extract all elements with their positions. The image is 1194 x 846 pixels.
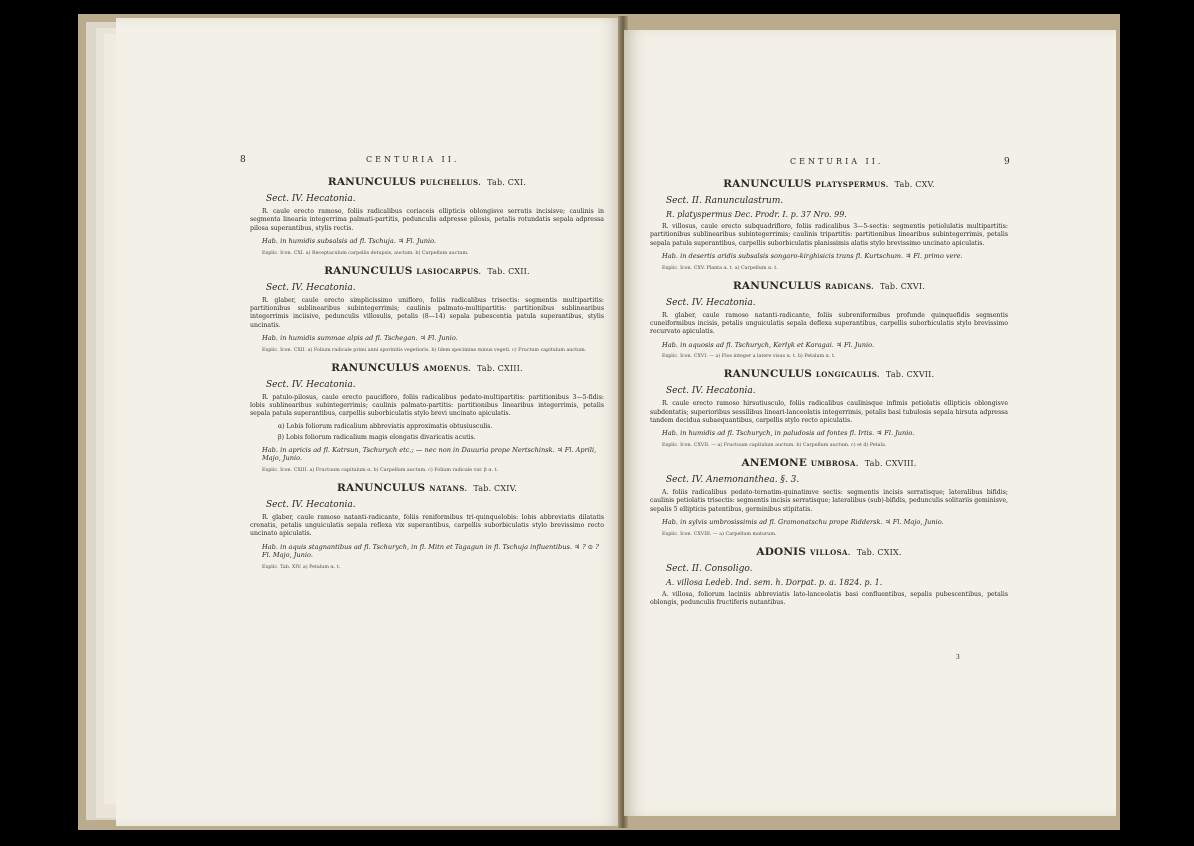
entry-title: RANUNCULUS RADICANS. Tab. CXVI. bbox=[733, 279, 925, 292]
habitat-text: Hab. in humidis subsalsis ad fl. Tschuja. ♃ Fl. Junio. bbox=[262, 237, 437, 246]
section-label: Sect. II. Ranunculastrum. bbox=[666, 196, 784, 206]
diagnosis-text: R. glaber, caule ramoso natanti-radicante, foliis reniformibus tri-quinquelobis: lobis abbreviatis dilatatis crenatis, petalis unguiculatis sepala reflexa vix superantibus, carpellis suborbiculatis stylo brevissimo recto uncinato apiculatis. bbox=[250, 513, 604, 538]
plate-explanation: Explic. Icon. CXII. a) Folium radicale primi anni sporinitis vegetioris. b) Idem specimine minus vegeti. c) Fructum capitulum auctum. bbox=[262, 347, 587, 353]
habitat-text: Hab. in sylvis umbrosissimis ad fl. Gramonatschu prope Riddersk. ♃ Fl. Majo, Junio. bbox=[662, 518, 944, 527]
habitat-text: Hab. in apricis ad fl. Katrsun, Tschurych etc.; — nec non in Dauuria prope Nertschinsk. ♃ Fl. Aprili, Majo, Junio. bbox=[262, 445, 597, 463]
running-head: CENTURIA II. bbox=[366, 155, 460, 164]
page-number: 9 bbox=[1004, 157, 1010, 167]
habitat-text: Hab. in humidis ad fl. Tschurych, in paludosis ad fontes fl. Irtis. ♃ Fl. Junio. bbox=[662, 429, 915, 438]
diagnosis-text: R. caule erecto ramoso, foliis radicalibus coriaceis ellipticis oblongisve serratis incisisve; caulinis in segmenta linearia integerrima palmati-partitis, pedunculis adpresse pilosis, petalis rotundatis sepala adpressa pilosa superantibus, stylis rectis. bbox=[250, 208, 604, 232]
left-page bbox=[116, 18, 622, 826]
variety-alpha: α) Lobis foliorum radicalium abbreviatis approximatis obtusiusculis. bbox=[278, 422, 493, 430]
section-label: Sect. IV. Hecatonia. bbox=[666, 386, 756, 397]
section-label: Sect. IV. Hecatonia. bbox=[666, 297, 756, 308]
diagnosis-text: R. glaber, caule ramoso natanti-radicante, foliis subreniformibus profunde quinquefidis segmentis cuneiformibus incisis, petalis unguiculatis sepala deflexa superantibus, carpellis suborbiculatis stylo brevissimo recurvato apiculatis. bbox=[650, 311, 1008, 336]
habitat-text: Hab. in aquosis ad fl. Tschurych, Kerlyk et Karagai. ♃ Fl. Junio. bbox=[662, 340, 875, 349]
page-number: 8 bbox=[240, 155, 246, 165]
section-label: Sect. IV. Hecatonia. bbox=[266, 282, 356, 293]
running-head: CENTURIA II. bbox=[790, 157, 884, 166]
plate-explanation: Explic. Icon. CXVIII. — a) Carpellum maturum. bbox=[662, 531, 777, 537]
species-entry bbox=[650, 457, 1008, 538]
diagnosis-text: A. villosa, foliorum laciniis abbreviatis lato-lanceolatis basi confluentibus, sepalis pubescentibus, petalis oblongis, pedunculis fructiferis nutantibus. bbox=[650, 590, 1008, 606]
section-label: Sect. IV. Anemonanthea. §. 3. bbox=[666, 474, 800, 485]
diagnosis-text: R. glaber, caule erecto simplicissimo unifloro, foliis radicalibus trisectis: segmentis multipartitis: partitionibus sublinearibus subintegerrimis; caulinis palmato-multipartitis: partitionibus sublinearibus integerrimis inciisive, pedunculis villosulis, petalis (8—14) sepala pubescentia patula superantibus, stylis uncinatis. bbox=[250, 296, 604, 329]
entry-title: RANUNCULUS NATANS. Tab. CXIV. bbox=[337, 481, 517, 494]
habitat-text: Hab. in humidis summae alpis ad fl. Tschegan. ♃ Fl. Junio. bbox=[262, 334, 458, 343]
entry-title: RANUNCULUS AMOENUS. Tab. CXIII. bbox=[331, 361, 523, 374]
habitat-text: Hab. in desertis aridis subsalsis songaro-kirghisicis trans fl. Kurtschum. ♃ Fl. primo vere. bbox=[662, 252, 963, 261]
species-entry bbox=[250, 176, 604, 257]
diagnosis-text: A. foliis radicalibus pedato-ternatim-quinatimve sectis: segmentis incisis serratisque; lateralibus bifidis; caulinis petiolatis trisectis: segmentis incisis serratisque; lateralibus (sub)-bifidis, pedunculis solitariis geminisve, sepalis 5 ellipticis patentibus, germinibus stipitatis. bbox=[650, 488, 1008, 513]
species-entry bbox=[650, 178, 1008, 272]
diagnosis-text: R. caule erecto ramoso hirsutiusculo, foliis radicalibus caulinisque infimis petiolatis ellipticis oblongisve subdentatis; superioribus sessilibus lineari-lanceolatis integerrimis, petalis basi tubulosis sepala hirsuta adpressa tandem decidua subaequantibus, carpellis stylo recto apiculatis. bbox=[650, 400, 1008, 425]
species-entry bbox=[250, 482, 604, 571]
plate-explanation: Explic. Icon. CXI. a) Receptaculum carpellis detupsis, auctum. b) Carpellum auctum. bbox=[262, 250, 469, 256]
entry-title: ADONIS VILLOSA. Tab. CXIX. bbox=[756, 545, 902, 558]
diagnosis-text: R. villosus, caule erecto subquadrifloro, foliis radicalibus 3—5-sectis: segmentis petiolulatis multipartitis: partitionibus sublinearibus subintegerrimis; caulinis tripartitis: partitionibus linearibus subintegerrimis, petalis sepala patula superantibus, carpellis suborbiculatis planissimis alatis stylo brevissimo uncinato apiculatis. bbox=[650, 223, 1008, 247]
variety-beta: β) Lobis foliorum radicalium magis elongatis divaricatis acutis. bbox=[278, 434, 476, 442]
synonym-reference: R. platyspermus Dec. Prodr. I. p. 37 Nro. 99. bbox=[666, 210, 847, 219]
species-entry bbox=[650, 280, 1008, 361]
entry-title: ANEMONE UMBROSA. Tab. CXVIII. bbox=[741, 456, 917, 469]
diagnosis-text: R. patulo-pilosus, caule erecto paucifloro, foliis radicalibus pedato-multipartitis: partitionibus 3—5-fidis: lobis sublinearibus subintegerrimis; caulinis palmato-partitis: partitionibus linearibus integerrimis, petalis sepala patula superantibus, carpellis suborbiculatis stylo brevi uncinato apiculatis. bbox=[250, 393, 604, 418]
plate-explanation: Explic. Icon. CXV. Planta α. t. a) Carpellum α. t. bbox=[662, 265, 778, 271]
section-label: Sect. IV. Hecatonia. bbox=[266, 499, 356, 510]
species-entry bbox=[650, 546, 1008, 608]
left-entries bbox=[250, 176, 604, 579]
plate-explanation: Explic. Tab. XIV. a) Petalum α. t. bbox=[262, 564, 341, 570]
plate-explanation: Explic. Icon. CXIII. a) Fructuum capitulum α. b) Carpellum auctum. c) Folium radicale var. β α. t. bbox=[262, 467, 499, 473]
plate-explanation: Explic. Icon. CXVI. — a) Flos integer a latere visus α. t. b) Petalum α. t. bbox=[662, 354, 836, 360]
entry-title: RANUNCULUS PLATYSPERMUS. Tab. CXV. bbox=[723, 178, 935, 190]
plate-explanation: Explic. Icon. CXVII. — a) Fructuum capitulum auctum. b) Carpellum auctum. c) et d) Petala. bbox=[662, 442, 887, 448]
section-label: Sect. II. Consoligo. bbox=[666, 563, 753, 574]
habitat-text: Hab. in aquis stagnantibus ad fl. Tschurych, in fl. Mitn et Tagagun in fl. Tschuja influentibus. ♃ ? ⊙ ? Fl. Majo, Junio. bbox=[262, 542, 599, 560]
right-page bbox=[624, 30, 1116, 816]
section-label: Sect. IV. Hecatonia. bbox=[266, 194, 356, 204]
entry-title: RANUNCULUS LONGICAULIS. Tab. CXVII. bbox=[723, 368, 935, 381]
entry-title: RANUNCULUS LASIOCARPUS. Tab. CXII. bbox=[324, 264, 530, 277]
right-entries bbox=[650, 178, 1008, 615]
species-entry bbox=[250, 362, 604, 474]
synonym-reference: A. villosa Ledeb. Ind. sem. h. Dorpat. p. a. 1824. p. 1. bbox=[666, 577, 883, 587]
entry-title: RANUNCULUS PULCHELLUS. Tab. CXI. bbox=[327, 176, 527, 188]
section-label: Sect. IV. Hecatonia. bbox=[266, 379, 356, 390]
species-entry bbox=[650, 368, 1008, 449]
species-entry bbox=[250, 265, 604, 354]
signature-mark: 3 bbox=[956, 654, 960, 661]
